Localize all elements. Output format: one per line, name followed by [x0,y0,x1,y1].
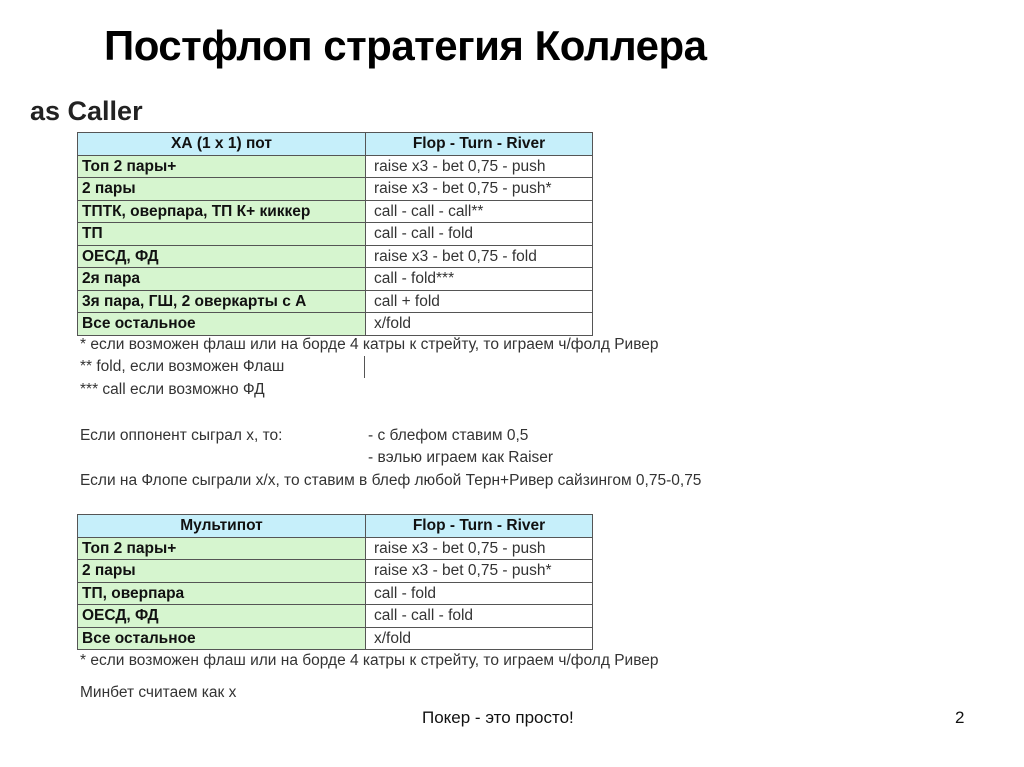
hand-cell: 2 пары [78,178,366,201]
xx-note: Если на Флопе сыграли х/х, то ставим в блеф любой Терн+Ривер сайзингом 0,75-0,75 [80,472,702,489]
table-header-row [78,515,593,538]
action-cell: raise x3 - bet 0,75 - push [366,155,593,178]
page-number: 2 [955,708,965,727]
footnote-3: *** call если возможно ФД [80,381,265,398]
table-row [78,245,593,268]
hand-cell: Все остальное [78,627,366,650]
hand-cell: ТП, оверпара [78,582,366,605]
column-header-action: Flop - Turn - River [366,515,593,538]
action-cell: call - call - fold [366,223,593,246]
action-cell: x/fold [366,627,593,650]
divider [364,356,365,378]
table-row [78,582,593,605]
action-cell: call + fold [366,290,593,313]
table-row [78,537,593,560]
slide-subtitle: as Caller [30,96,143,126]
action-cell: raise x3 - bet 0,75 - push* [366,560,593,583]
table-row [78,178,593,201]
action-cell: raise x3 - bet 0,75 - fold [366,245,593,268]
hand-cell: 3я пара, ГШ, 2 оверкарты с А [78,290,366,313]
action-cell: call - fold*** [366,268,593,291]
table-row [78,605,593,628]
column-header-hand: ХА (1 х 1) пот [78,133,366,156]
table-row [78,313,593,336]
action-cell: call - fold [366,582,593,605]
action-cell: call - call - fold [366,605,593,628]
action-cell: raise x3 - bet 0,75 - push [366,537,593,560]
hand-cell: Все остальное [78,313,366,336]
minbet-note: Минбет считаем как х [80,684,237,701]
check-note-label: Если оппонент сыграл х, то: [80,427,283,444]
hand-cell: ОЕСД, ФД [78,245,366,268]
table-row [78,200,593,223]
table-row [78,290,593,313]
slide-title: Постфлоп стратегия Коллера [104,22,707,69]
footnote-2: ** fold, если возможен Флаш [80,358,285,375]
column-header-hand: Мультипот [78,515,366,538]
hand-cell: ТПТК, оверпара, ТП К+ киккер [78,200,366,223]
check-note-option-1: - с блефом ставим 0,5 [368,427,529,444]
footnote-1: * если возможен флаш или на борде 4 катры к стрейту, то играем ч/фолд Ривер [80,336,659,353]
heads-up-strategy-table [77,132,593,336]
table-row [78,627,593,650]
table-row [78,223,593,246]
table-row [78,560,593,583]
hand-cell: ОЕСД, ФД [78,605,366,628]
table-header-row [78,133,593,156]
footer-text: Покер - это просто! [422,708,574,727]
hand-cell: 2я пара [78,268,366,291]
column-header-action: Flop - Turn - River [366,133,593,156]
hand-cell: Топ 2 пары+ [78,537,366,560]
multipot-strategy-table [77,514,593,650]
table-row [78,268,593,291]
action-cell: call - call - call** [366,200,593,223]
hand-cell: ТП [78,223,366,246]
hand-cell: Топ 2 пары+ [78,155,366,178]
action-cell: raise x3 - bet 0,75 - push* [366,178,593,201]
hand-cell: 2 пары [78,560,366,583]
table-row [78,155,593,178]
check-note-option-2: - вэлью играем как Raiser [368,449,554,466]
multipot-footnote: * если возможен флаш или на борде 4 катры к стрейту, то играем ч/фолд Ривер [80,652,659,669]
action-cell: x/fold [366,313,593,336]
